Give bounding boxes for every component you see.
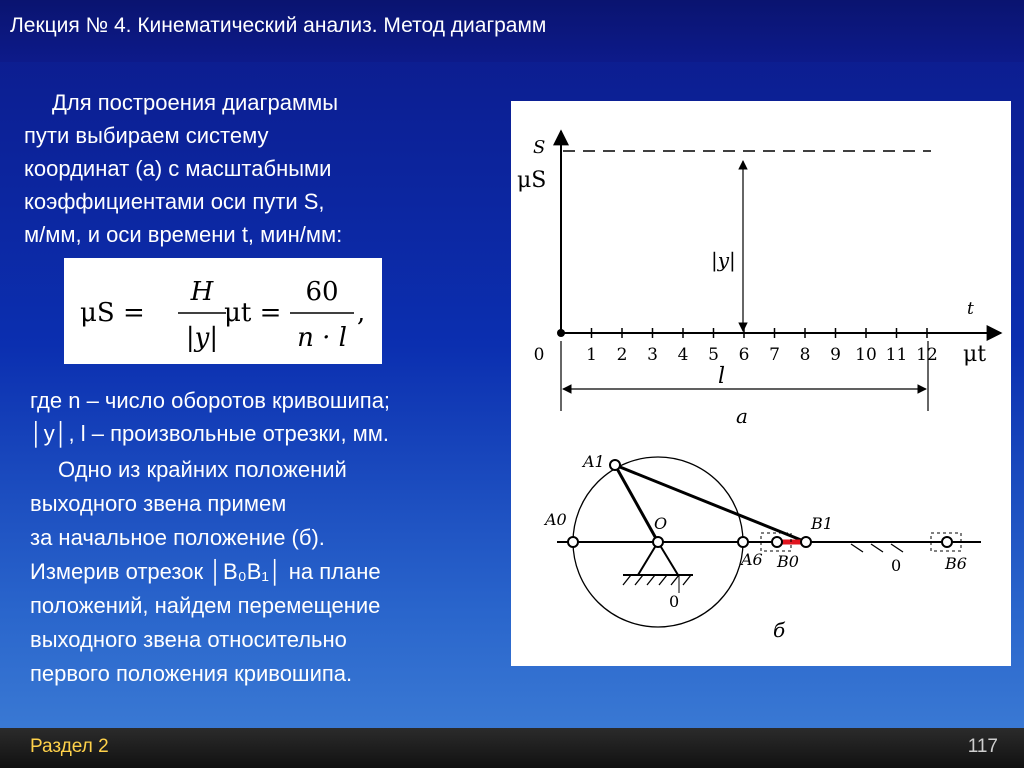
joint-a0 <box>568 537 578 547</box>
paragraph-initial-position <box>30 453 381 691</box>
s-axis-label: S <box>533 137 546 158</box>
text-line: за начальное положение (б). <box>30 525 325 550</box>
tick-label: 6 <box>738 345 750 365</box>
text-line: коэффициентами оси пути S, <box>24 189 325 214</box>
label-a1: A1 <box>583 452 605 471</box>
label-zero-guide: 0 <box>891 556 902 575</box>
joint-b1 <box>801 537 811 547</box>
label-o: O <box>654 514 668 533</box>
tick-label: 4 <box>677 345 689 365</box>
text-line: координат (а) с масштабными <box>24 156 332 181</box>
mechanism-diagram <box>543 452 981 642</box>
t-axis-label: t <box>967 299 974 319</box>
section-label: Раздел 2 <box>30 736 109 757</box>
tick-label: 11 <box>885 345 908 365</box>
formula-svg <box>64 258 382 364</box>
mu-t-numerator: 60 <box>305 277 339 307</box>
label-a0: A0 <box>545 510 567 529</box>
crank-link <box>615 465 658 542</box>
tick-label: 3 <box>647 345 658 365</box>
figure-svg <box>511 101 1011 666</box>
support-hatching <box>623 575 691 585</box>
guide-hatching <box>851 544 903 552</box>
mu-s-numerator: H <box>190 277 214 307</box>
text-line: первого положения кривошипа. <box>30 661 353 686</box>
text-line: положений, найдем перемещение <box>30 593 381 618</box>
tick-label: 12 <box>916 345 938 365</box>
tick-label: 2 <box>616 345 628 365</box>
caption-b: б <box>773 618 786 642</box>
paragraph-intro <box>24 86 342 251</box>
text-line: выходного звена относительно <box>30 627 347 652</box>
text-line: Измерив отрезок │B₀B₁│ на плане <box>30 559 381 584</box>
tick-label: 10 <box>855 345 877 365</box>
formula-box <box>64 258 382 364</box>
label-b1: B1 <box>811 514 833 533</box>
path-diagram <box>517 131 1001 428</box>
text-line: выходного звена примем <box>30 491 287 516</box>
mu-t-lhs: μt = <box>224 298 282 328</box>
tick-label: 8 <box>799 345 811 365</box>
label-a6: A6 <box>741 550 763 569</box>
label-b0: B0 <box>777 552 799 571</box>
page-number: 117 <box>967 736 998 757</box>
connecting-rod <box>615 465 806 542</box>
joint-a6 <box>738 537 748 547</box>
text-line: пути выбираем систему <box>24 123 269 148</box>
origin-point <box>557 329 565 337</box>
tick-label: 5 <box>708 345 719 365</box>
footer-bar <box>0 728 1024 768</box>
caption-a: а <box>736 404 748 428</box>
mu-t-denominator: n · l <box>297 323 347 353</box>
formula-comma: , <box>357 298 366 328</box>
label-zero-crank: 0 <box>669 592 680 611</box>
joint-a1 <box>610 460 620 470</box>
paragraph-definitions <box>30 384 390 450</box>
tick-label: 7 <box>769 345 780 365</box>
tick-label: 0 <box>533 345 545 365</box>
joint-o <box>653 537 663 547</box>
text-line: │y│, l – произвольные отрезки, мм. <box>30 421 390 446</box>
tick-label: 9 <box>830 345 841 365</box>
mu-s-label: μS <box>517 168 547 193</box>
text-line: Одно из крайних положений <box>58 457 347 482</box>
label-b6: B6 <box>945 554 967 573</box>
mu-s-denominator: |y| <box>185 323 219 353</box>
tick-labels <box>534 345 938 365</box>
l-label: l <box>718 364 726 389</box>
text-line: м/мм, и оси времени t, мин/мм: <box>24 222 343 247</box>
slide-title: Лекция № 4. Кинематический анализ. Метод диаграмм <box>10 14 547 37</box>
mu-s-lhs: μS = <box>80 298 145 328</box>
mu-t-label: μt <box>963 342 987 367</box>
text-line: Для построения диаграммы <box>52 90 339 115</box>
y-label: |y| <box>711 248 736 272</box>
joint-b0 <box>772 537 782 547</box>
joint-b6 <box>942 537 952 547</box>
figure-panel <box>511 101 1011 666</box>
tick-label: 1 <box>586 345 597 365</box>
text-line: где n – число оборотов кривошипа; <box>30 388 391 413</box>
